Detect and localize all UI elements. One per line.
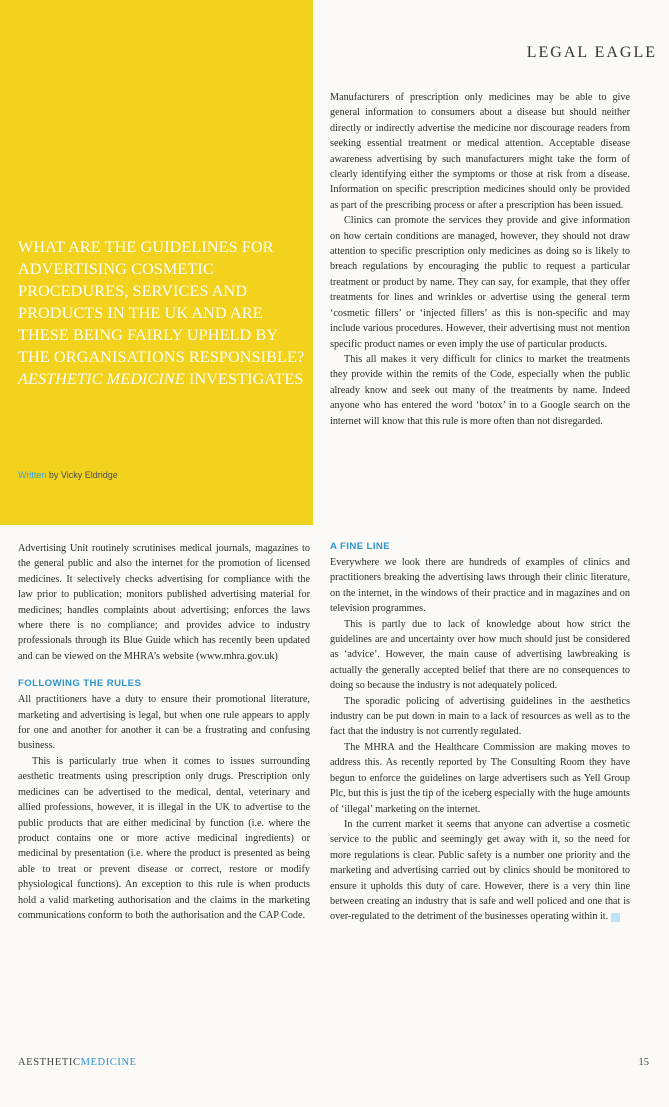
byline-written-label: Written: [18, 470, 47, 480]
article-headline: WHAT ARE THE GUIDELINES FOR ADVERTISING COSMETIC PROCEDURES, SERVICES AND PRODUCTS IN THE UK AND ARE THESE BEING FAIRLY UPHELD BY THE ORGANISATIONS RESPONSIBLE? AESTHETIC MEDICINE INVESTIGATES: [18, 238, 305, 388]
paragraph: Manufacturers of prescription only medicines may be able to give general information to consumers about a disease but should neither directly or indirectly advertise the medicine nor discourage readers from seeking essential treatment or medical attention. Acceptable disease awareness advertising by such manufacturers might take the form of clearly identifying either the symptoms or those at risk from a disease. Information on specific prescription medicines should only be provided as part of the prescribing process or after a prescription has been issued.: [330, 92, 630, 211]
paragraph: This all makes it very difficult for clinics to market the treatments they provide within the remits of the Code, especially when the public already know and seek out many of the treatments by name. Indeed anyone who has entered the word ‘botox’ in to a Google search on the internet will know that this rule is more often than not disregarded.: [330, 353, 630, 427]
subheading-following-the-rules: FOLLOWING THE RULES: [18, 678, 142, 690]
paragraph: The sporadic policing of advertising guidelines in the aesthetics industry can be put down in main to a lack of resources as well as to the fact that the industry is not currently regulated.: [330, 695, 630, 738]
section-title: LEGAL EAGLE: [526, 44, 657, 61]
paragraph: Everywhere we look there are hundreds of examples of clinics and practitioners breaking the advertising laws through their clinic literature, on the internet, in the windows of their practice and in magazines and on television programmes.: [330, 557, 630, 615]
paragraph: Advertising Unit routinely scrutinises medical journals, magazines to the general public and also the internet for the promotion of licensed medicines. It selectively checks advertising for compliance with the law prior to publication; monitors published advertising material for medicines; handles complaints about advertising; enforces the laws where there is no compliance; and provides advice to industry professionals through its Blue Guide which has recently been updated and can be viewed on the MHRA’s website (www.mhra.gov.uk): [18, 543, 310, 662]
article-column-right-top: [330, 90, 630, 429]
byline: [18, 470, 118, 480]
paragraph: The MHRA and the Healthcare Commission are making moves to address this. As recently reported by The Consulting Room they have begun to enforce the guidelines on large advertisers such as Yell Group Plc, but this is just the tip of the iceberg especially with the huge amounts of ‘illegal’ marketing on the internet.: [330, 741, 631, 815]
paragraph: Clinics can promote the services they provide and give information on how certain conditions are managed, however, they should not draw attention to specific prescription only medicines as doing so is likely to breach regulations by encouraging the public to request a particular treatment or product by name. They can say, for example, that they offer treatments for lines and wrinkles or advertise using the general term ‘cosmetic fillers’ or ‘injected fillers’ as this is non-specific and may include various procedures. However, their advertising must not mention specific product names or even imply the use of particular products.: [330, 215, 630, 350]
end-of-article-icon: [611, 913, 620, 922]
subheading-a-fine-line: A FINE LINE: [330, 541, 391, 552]
article-column-left: [18, 541, 310, 923]
paragraph: All practitioners have a duty to ensure their promotional literature, marketing and advertising is legal, but when one rule appears to apply for one and another for another it can be a frustrating and confusing business.: [18, 694, 310, 752]
paragraph-last: In the current market it seems that anyone can advertise a cosmetic service to the public and seemingly get away with it, so the need for more regulations is clear. Public safety is a number one priority and the marketing and advertising carried out by clinics should be monitored to ensure it upholds this duty of care. However, there is a very thin line between creating an industry that is safe and well policed and one that is over-regulated to the detriment of the businesses operating within it.: [330, 818, 630, 923]
headline-magazine-name: AESTHETIC MEDICINE: [18, 370, 185, 388]
byline-author: by Vicky Eldridge: [48, 470, 118, 480]
article-column-right-bottom: [330, 541, 630, 925]
paragraph: This is particularly true when it comes to issues surrounding aesthetic treatments using prescription only drugs. Prescription only medicines can be advertised to the medical, dental, veterinary and allied professions, however, it is illegal in the UK to advertise to the public products that are either medicinal by function (i.e. where the product contains one or more active medicinal ingredients) or medicinal by presentation (i.e. where the product is presented as being able to treat or prevent disease or correct, restore or modify physiological functions). An exception to this rule is when products hold a valid marketing authorisation and the claims in the marketing communications conform to both the authorisation and the CAP Code.: [18, 755, 310, 921]
page-number: 15: [638, 1057, 649, 1068]
footer-magazine-brand: AESTHETICMEDICINE: [18, 1057, 137, 1068]
paragraph: This is partly due to lack of knowledge about how strict the guidelines are and uncertainty over how much should just be considered as ‘advice’. However, the main cause of advertising lawbreaking is actually the generally accepted belief that there are no consequences to doing so because the industry is not adequately policed.: [330, 618, 630, 692]
